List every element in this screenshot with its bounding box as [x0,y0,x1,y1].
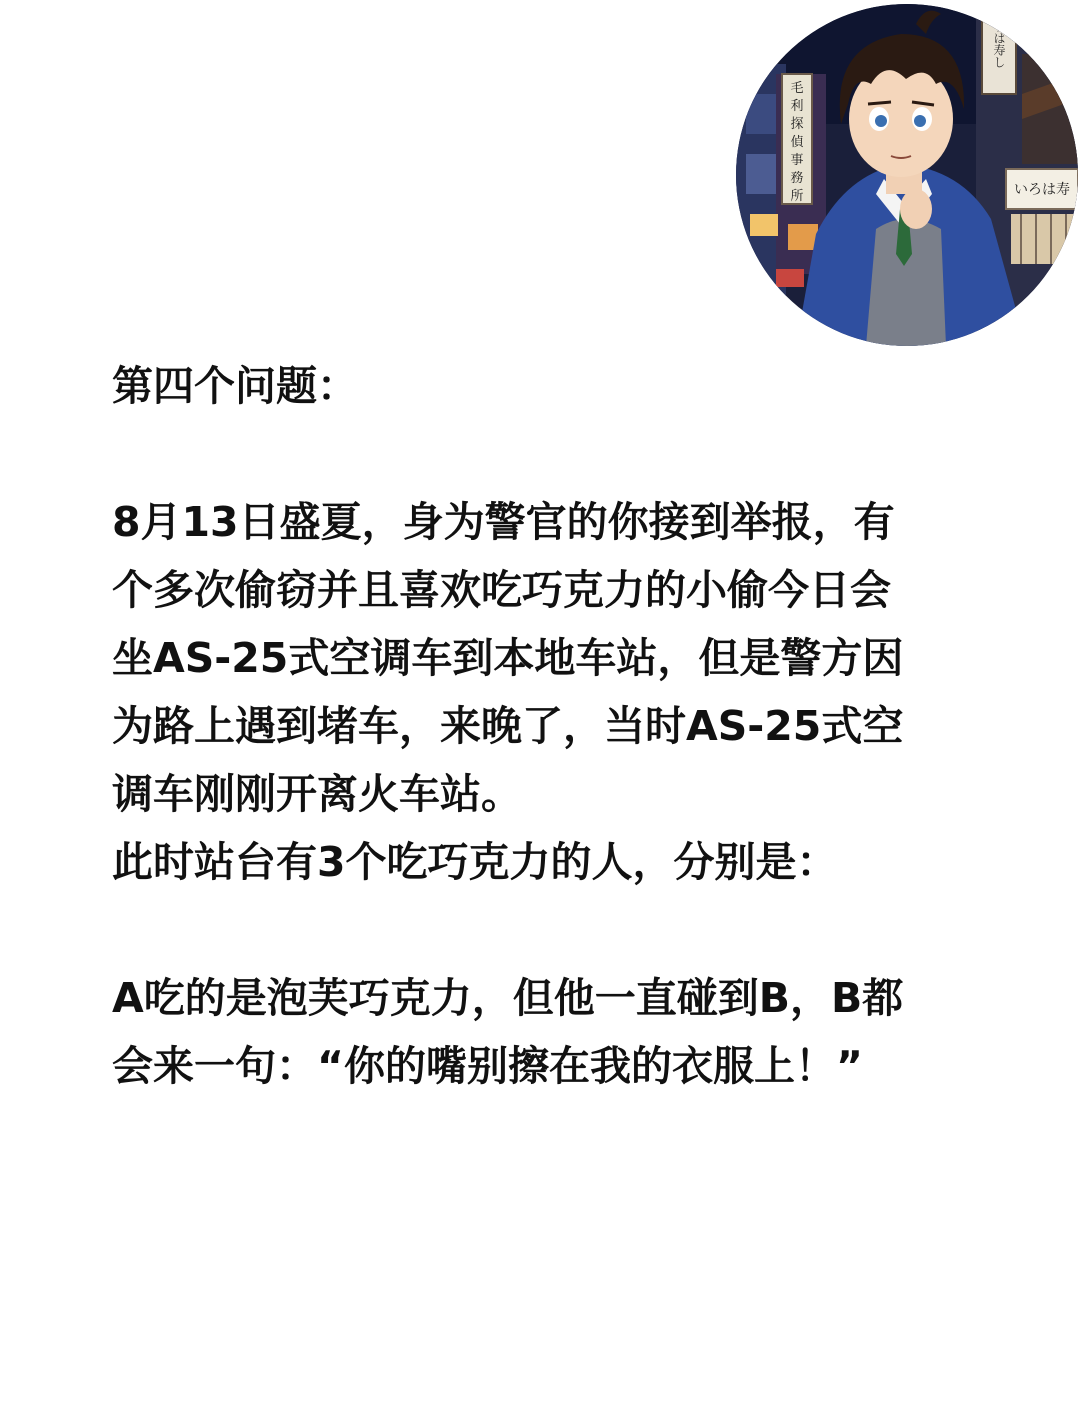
sign-char: 務 [790,171,804,186]
sign-char: 毛 [790,81,804,96]
shop-sign-bottom: いろは寿 [1014,182,1070,198]
sign-char: 探 [790,117,804,132]
sign-char: 偵 [790,135,804,150]
paragraph-line: 调车刚刚开离火车站。 [112,770,522,818]
article-text [112,352,992,1100]
question-title: 第四个问题： [112,362,358,410]
sign-char: 所 [790,189,804,204]
anime-detective-avatar-icon [736,4,1078,346]
paragraph-line: 个多次偷窃并且喜欢吃巧克力的小偷今日会 [112,566,891,614]
spacer [112,420,992,488]
avatar [736,4,1078,346]
spacer [112,896,992,964]
sign-char: 事 [790,153,804,168]
paragraph-line: 8月13日盛夏，身为警官的你接到举报，有 [112,498,895,546]
paragraph-line: 为路上遇到堵车，来晚了，当时AS-25式空 [112,702,904,750]
paragraph-line: 此时站台有3个吃巧克力的人，分别是： [112,838,838,886]
shop-sign-top: うは寿し [992,20,1006,68]
sign-char: 利 [790,99,804,114]
paragraph-line: 会来一句：“你的嘴别擦在我的衣服上！” [112,1042,863,1090]
paragraph-line: A吃的是泡芙巧克力，但他一直碰到B，B都 [112,974,904,1022]
paragraph-line: 坐AS-25式空调车到本地车站，但是警方因 [112,634,904,682]
